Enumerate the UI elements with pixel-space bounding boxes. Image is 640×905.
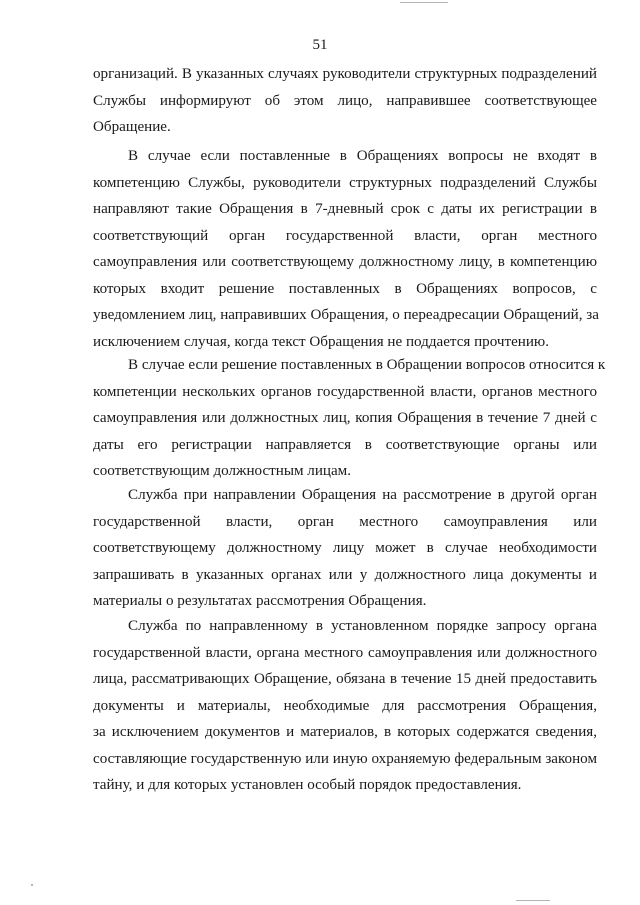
text-line: за исключением документов и материалов, в которых содержатся сведения, — [93, 724, 597, 740]
text-line: самоуправления или соответствующему должностному лицу, в компетенцию — [93, 254, 597, 270]
scan-mark — [400, 2, 448, 3]
page-number: 51 — [312, 37, 328, 53]
paragraph-1 — [93, 61, 597, 141]
text-line: направляют такие Обращения в 7-дневный срок с даты их регистрации в — [93, 201, 597, 217]
text-line: самоуправления или должностных лиц, копия Обращения в течение 7 дней с — [93, 410, 597, 426]
text-line: даты его регистрации направляется в соответствующие органы или — [93, 436, 597, 453]
text-line: соответствующему должностному лицу может в случае необходимости — [93, 540, 597, 556]
paragraph-3 — [93, 352, 606, 485]
text-line: материалы о результатах рассмотрения Обращения. — [93, 593, 427, 609]
text-line: уведомлением лиц, направивших Обращения, о переадресации Обращений, за — [93, 307, 599, 323]
text-line: которых входит решение поставленных в Обращениях вопросов, с — [93, 280, 597, 297]
paragraph-4 — [93, 482, 597, 615]
text-line: компетенции нескольких органов государственной власти, органов местного — [93, 383, 597, 400]
text-line: Служба при направлении Обращения на рассмотрение в другой орган — [128, 487, 597, 503]
scan-mark — [31, 884, 33, 886]
text-line: соответствующим должностным лицам. — [93, 463, 352, 479]
text-line: составляющие государственную или иную охраняемую федеральным законом — [93, 750, 597, 767]
text-line: запрашивать в указанных органах или у должностного лица документы и — [93, 566, 597, 583]
text-line: государственной власти, орган местного самоуправления или — [93, 513, 597, 530]
text-line: компетенцию Службы, руководители структурных подразделений Службы — [93, 174, 597, 191]
text-line: Служба по направленному в установленном порядке запросу органа — [128, 618, 597, 634]
paragraph-2 — [93, 143, 597, 355]
text-line: В случае если поставленные в Обращениях вопросы не входят в — [128, 148, 597, 164]
text-line: Службы информируют об этом лицо, направившее соответствующее — [93, 92, 597, 109]
text-line: организаций. В указанных случаях руководители структурных подразделений — [93, 66, 597, 82]
text-line: государственной власти, органа местного самоуправления или должностного — [93, 644, 597, 661]
scan-mark — [516, 900, 550, 901]
text-line: лица, рассматривающих Обращение, обязана в течение 15 дней предоставить — [93, 671, 597, 687]
text-line: тайну, и для которых установлен особый порядок предоставления. — [93, 777, 522, 793]
text-line: документы и материалы, необходимые для рассмотрения Обращения, — [93, 697, 597, 714]
text-line: В случае если решение поставленных в Обращении вопросов относится к — [128, 357, 606, 373]
text-line: соответствующий орган государственной власти, орган местного — [93, 227, 597, 244]
text-line: Обращение. — [93, 119, 171, 135]
text-line: исключением случая, когда текст Обращения не поддается прочтению. — [93, 333, 549, 350]
paragraph-5 — [93, 613, 597, 799]
